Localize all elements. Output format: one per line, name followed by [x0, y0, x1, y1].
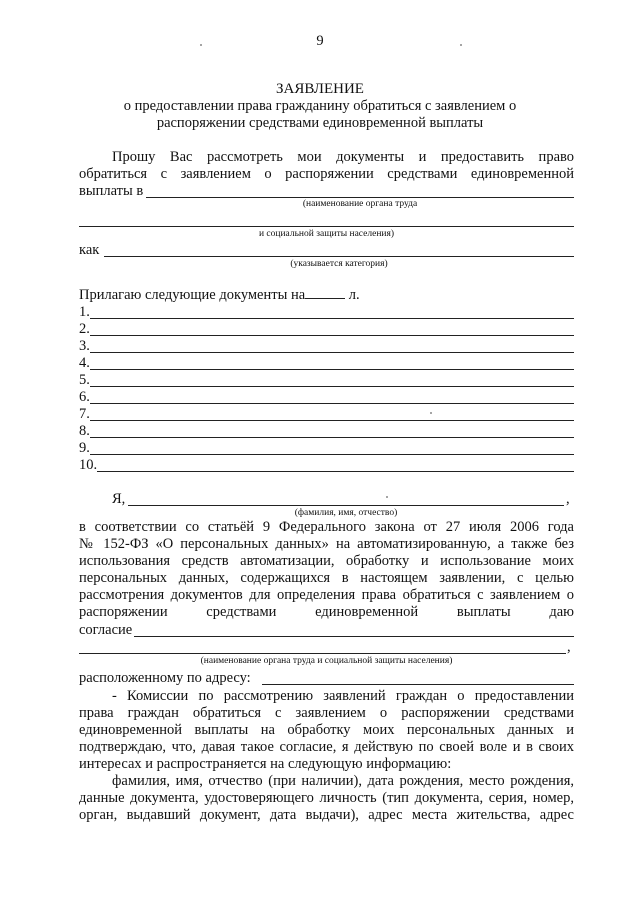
- document-item-number: 4.: [79, 355, 90, 371]
- address-label: расположенному по адресу:: [79, 670, 251, 686]
- document-item-field-line[interactable]: [90, 386, 574, 387]
- kak-label: как: [79, 242, 100, 258]
- document-item-number: 9.: [79, 440, 90, 456]
- document-item-field-line[interactable]: [90, 420, 574, 421]
- commission-line: права граждан обратиться с заявлением о распоряжении средствами: [79, 705, 574, 721]
- page-number: 9: [316, 33, 324, 49]
- consent-line: персональных данных, содержащихся в настоящем заявлении, с целью: [79, 570, 574, 586]
- consent-line: в соответствии со статьёй 9 Федерального закона от 27 июля 2006 года: [79, 519, 574, 535]
- document-item-field-line[interactable]: [90, 352, 574, 353]
- soglasie-field-line[interactable]: [134, 636, 574, 637]
- scan-speck: [200, 44, 202, 46]
- sheets-count-field[interactable]: [305, 286, 345, 299]
- document-item-field-line[interactable]: [97, 471, 574, 472]
- documents-intro: [79, 286, 360, 304]
- scan-speck: [430, 412, 432, 414]
- organ-name-field-line[interactable]: [79, 653, 566, 654]
- document-item-field-line[interactable]: [90, 437, 574, 438]
- scan-speck: [386, 496, 388, 498]
- category-field-line[interactable]: [104, 256, 574, 257]
- document-item-number: 3.: [79, 338, 90, 354]
- document-item-field-line[interactable]: [90, 369, 574, 370]
- commission-line: интересах и распространяется на следующую информацию:: [79, 756, 452, 772]
- consent-line: № 152-ФЗ «О персональных данных» на автоматизированную, а также без: [79, 536, 574, 552]
- caption-organ-full: (наименование органа труда и социальной защиты населения): [200, 656, 453, 666]
- ya-label: Я,: [112, 491, 126, 507]
- document-item-number: 10.: [79, 457, 98, 473]
- organ-comma: ,: [567, 639, 571, 655]
- document-item-field-line[interactable]: [90, 335, 574, 336]
- document-subtitle-line1: о предоставлении права гражданину обратиться с заявлением о: [123, 98, 517, 114]
- commission-line: подтверждаю, что, давая такое согласие, я действую по своей воле и в своих: [79, 739, 574, 755]
- document-item-field-line[interactable]: [90, 454, 574, 455]
- consent-line: рассмотрения документов для определения права обратиться с заявлением о: [79, 587, 574, 603]
- info-line: фамилия, имя, отчество (при наличии), дата рождения, место рождения,: [112, 773, 574, 789]
- info-line: орган, выдавший документ, дата выдачи), адрес места жительства, адрес: [79, 807, 574, 823]
- caption-organ-2: и социальной защиты населения): [258, 229, 395, 239]
- organ-field-line-2[interactable]: [79, 226, 574, 227]
- fio-comma: ,: [566, 491, 570, 507]
- soglasie-label: согласие: [79, 622, 133, 638]
- document-item-field-line[interactable]: [90, 403, 574, 404]
- document-item-number: 7.: [79, 406, 90, 422]
- sheets-suffix: л.: [348, 287, 360, 303]
- request-line-1: Прошу Вас рассмотреть мои документы и предоставить право: [112, 149, 574, 165]
- document-item-number: 5.: [79, 372, 90, 388]
- caption-category: (указывается категория): [290, 259, 388, 269]
- info-line: данные документа, удостоверяющего личность (тип документа, серия, номер,: [79, 790, 574, 806]
- request-line-3: выплаты в: [79, 183, 144, 199]
- document-item-field-line[interactable]: [90, 318, 574, 319]
- document-item-number: 1.: [79, 304, 90, 320]
- scan-speck: [460, 44, 462, 46]
- documents-intro-text: Прилагаю следующие документы на: [79, 287, 306, 303]
- document-item-number: 6.: [79, 389, 90, 405]
- address-field-line[interactable]: [262, 684, 574, 685]
- commission-line: единовременной выплаты на обработку моих персональных данных и: [79, 722, 574, 738]
- fio-field-line[interactable]: [128, 505, 564, 506]
- document-title: ЗАЯВЛЕНИЕ: [276, 81, 364, 97]
- document-item-number: 2.: [79, 321, 90, 337]
- caption-fio: (фамилия, имя, отчество): [294, 508, 398, 518]
- consent-line: использования средств автоматизации, обработку и использование моих: [79, 553, 574, 569]
- caption-organ-1: (наименование органа труда: [302, 199, 418, 209]
- document-item-number: 8.: [79, 423, 90, 439]
- document-subtitle-line2: распоряжении средствами единовременной выплаты: [156, 115, 484, 131]
- commission-line: - Комиссии по рассмотрению заявлений граждан о предоставлении: [112, 688, 574, 704]
- consent-line: распоряжении средствами единовременной выплаты даю: [79, 604, 574, 620]
- organ-field-line-1[interactable]: [146, 197, 574, 198]
- request-line-2: обратиться с заявлением о распоряжении средствами единовременной: [79, 166, 574, 182]
